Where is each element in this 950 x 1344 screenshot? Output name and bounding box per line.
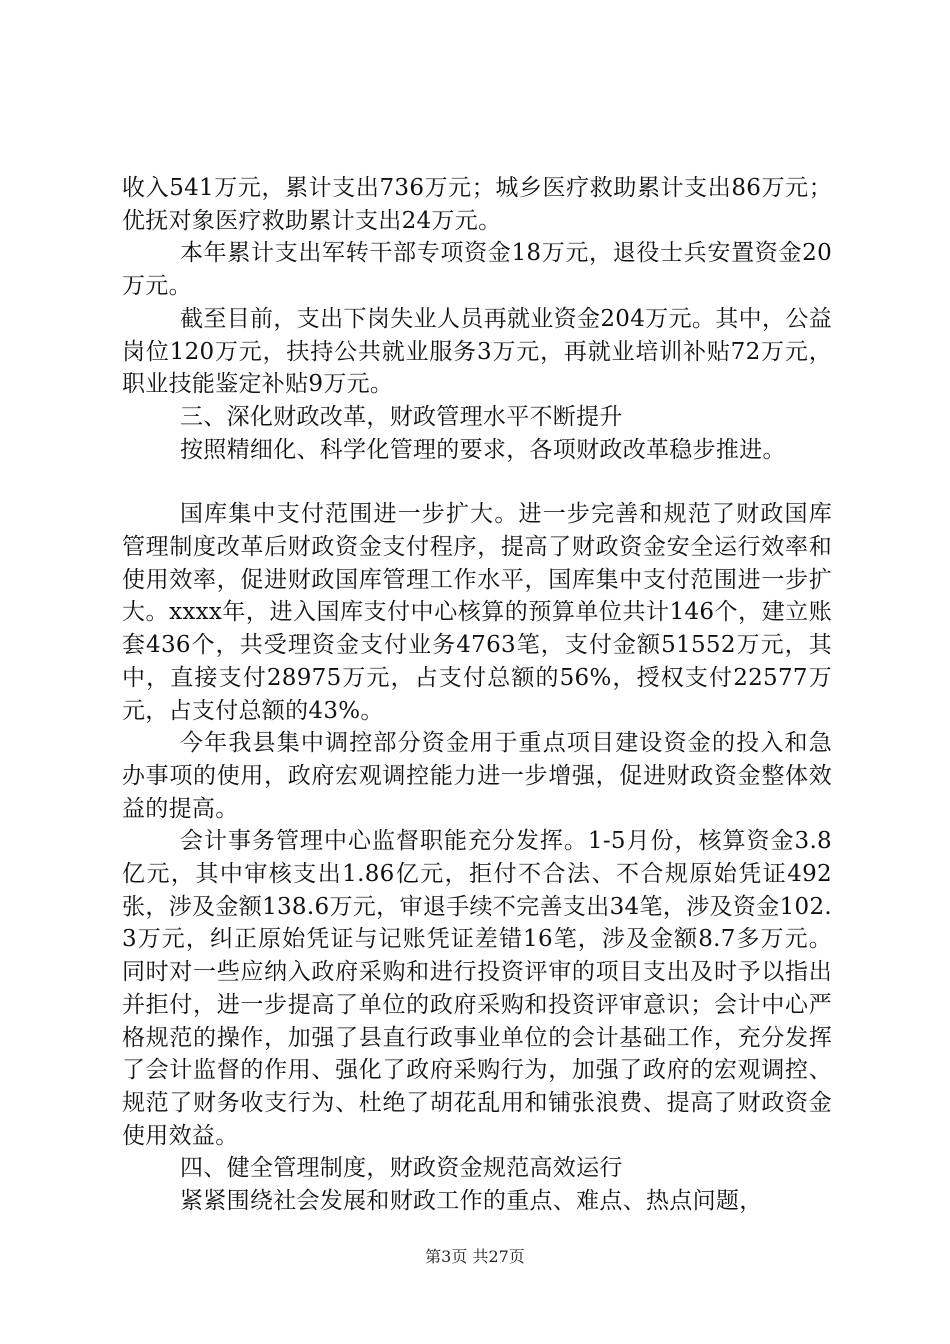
paragraph-reemployment-funds: 截至目前，支出下岗失业人员再就业资金204万元。其中，公益岗位120万元，扶持公共就业服务3万元，再就业培训补贴72万元，职业技能鉴定补贴9万元。 — [122, 305, 832, 398]
paragraph-treasury-payment: 国库集中支付范围进一步扩大。进一步完善和规范了财政国库管理制度改革后财政资金支付程序，提高了财政资金安全运行效率和使用效率，促进财政国库管理工作水平，国库集中支付范围进一步扩大。xxxx年，进入国库支付中心核算的预算单位共计146个，建立账套436个，共受理资金支付业务4763笔，支付金额51552万元，其中，直接支付28975万元，占支付总额的56%，授权支付22577万元，占支付总额的43%。 — [122, 501, 832, 724]
document-body — [122, 172, 832, 1218]
paragraph-accounting-center: 会计事务管理中心监督职能充分发挥。1-5月份，核算资金3.8亿元，其中审核支出1.86亿元，拒付不合法、不合规原始凭证492张，涉及金额138.6万元，审退手续不完善支出34笔，涉及资金102.3万元，纠正原始凭证与记账凭证差错16笔，涉及金额8.7多万元。同时对一些应纳入政府采购和进行投资评审的项目支出及时予以指出并拒付，进一步提高了单位的政府采购和投资评审意识；会计中心严格规范的操作，加强了县直行政事业单位的会计基础工作，充分发挥了会计监督的作用、强化了政府采购行为，加强了政府的宏观调控、规范了财务收支行为、杜绝了胡花乱用和铺张浪费、提高了财政资金使用效益。 — [122, 828, 832, 1149]
paragraph-macro-control: 今年我县集中调控部分资金用于重点项目建设资金的投入和急办事项的使用，政府宏观调控能力进一步增强，促进财政资金整体效益的提高。 — [122, 730, 832, 822]
paragraph-veterans-funds: 本年累计支出军转干部专项资金18万元，退役士兵安置资金20万元。 — [122, 240, 832, 300]
section-heading-4: 四、健全管理制度，财政资金规范高效运行 — [180, 1155, 623, 1182]
page-number-footer: 第3页 共27页 — [425, 1247, 525, 1266]
section-heading-3: 三、深化财政改革，财政管理水平不断提升 — [180, 403, 623, 430]
paragraph-spacer — [122, 466, 832, 498]
paragraph-medical-aid: 收入541万元，累计支出736万元；城乡医疗救助累计支出86万元；优抚对象医疗救助累计支出24万元。 — [122, 175, 832, 234]
paragraph-management-intro: 紧紧围绕社会发展和财政工作的重点、难点、热点问题， — [180, 1188, 763, 1215]
paragraph-reform-intro: 按照精细化、科学化管理的要求，各项财政改革稳步推进。 — [180, 436, 786, 463]
